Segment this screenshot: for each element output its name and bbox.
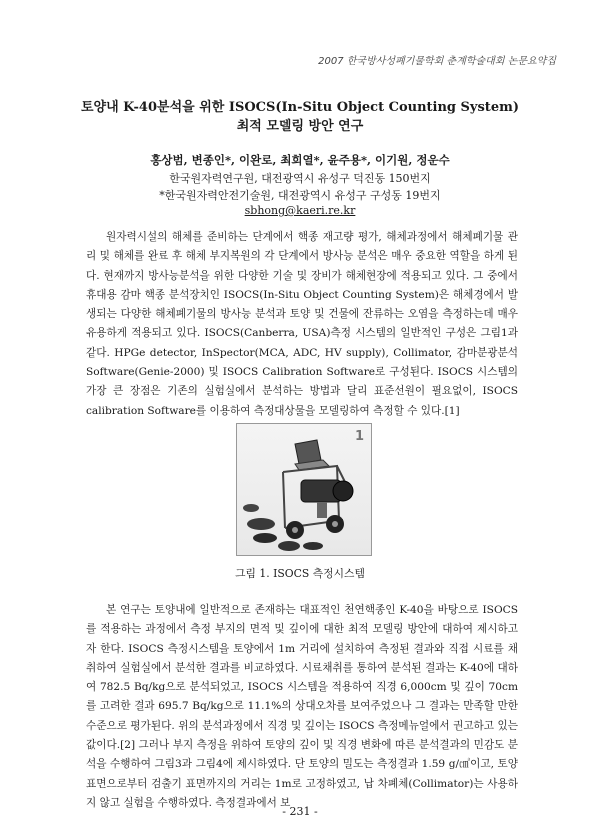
collimator-shape [333, 481, 353, 501]
title-line-1: 토양내 K-40분석을 위한 ISOCS(In-Situ Object Counting System) [80, 100, 519, 115]
affiliation-2: *한국원자력안전기술원, 대전광역시 유성구 구성동 19번지 [159, 189, 441, 202]
body-paragraph-1: 원자력시설의 해체를 준비하는 단계에서 핵종 재고량 평가, 해체과정에서 해체폐기물 관리 및 해체를 완료 후 해체 부지복원의 각 단계에서 방사능 분석은 매우 중요한 역할을 하게 된다. 현재까지 방사능분석을 위한 다양한 기술 및 장비가 해체현장에 적용되고 있다. 그 중에서 휴대용 감마 핵종 분석장치인 ISOCS(In-Situ Object Counting System)은 해체경에서 발생되는 다양한 해체폐기물의 방사능 분석과 토양 및 건물에 잔류하는 오염을 측정하는데 매우 유용하게 적용되고 있다. ISOCS(Canberra, USA)측정 시스템의 일반적인 구성은 그림1과 같다. HPGe detector, InSpector(MCA, ADC, HV supply), Collimator, 감마분광분석 Software(Genie-2000) 및 ISOCS Calibration Software로 구성된다. ISOCS 시스템의 가장 큰 장점은 기존의 실험실에서 분석하는 방법과 달리 표준선원이 필요없이, ISOCS calibration Software를 이용하여 측정대상물을 모델링하여 측정할 수 있다.[1] [86, 231, 518, 417]
shield-ring-3 [278, 541, 300, 551]
title-line-2: 최적 모델링 방안 연구 [236, 119, 364, 134]
shield-ring-5 [243, 504, 259, 512]
wheel-right-hub [332, 521, 338, 527]
email-container [60, 204, 540, 217]
conference-header: 2007 한국방사성폐기물학회 춘계학술대회 논문요약집 [318, 56, 556, 67]
author-email-link[interactable]: sbhong@kaeri.re.kr [244, 204, 356, 217]
affiliation-1: 한국원자력연구원, 대전광역시 유성구 덕진동 150번지 [169, 172, 431, 185]
figure-caption: 그림 1. ISOCS 측정시스템 [235, 567, 365, 580]
isocs-system-photo [236, 423, 372, 556]
body-paragraph-2: 본 연구는 토양내에 일반적으로 존재하는 대표적인 천연핵종인 K-40을 바탕으로 ISOCS를 적용하는 과정에서 측정 부지의 면적 및 깊이에 대한 최적 모델링 방안에 대하여 제시하고자 한다. ISOCS 측정시스템을 토양에서 1m 거리에 설치하여 측정된 결과와 직접 시료를 채취하여 실험실에서 분석한 결과를 비교하였다. 시료채취를 통하여 분석된 결과는 K-40에 대하여 782.5 Bq/kg으로 분석되었고, ISOCS 시스템을 적용하여 직경 6,000cm 및 깊이 70cm를 고려한 결과 695.7 Bq/kg으로 11.1%의 상대오차를 보여주었으나 그 결과는 만족할 만한 수준으로 평가된다. 위의 분석과정에서 직경 및 깊이는 ISOCS 측정메뉴얼에서 권고하고 있는 값이다.[2] 그러나 부지 측정을 위하여 토양의 깊이 및 직경 변화에 따른 분석결과의 민감도 분석을 수행하여 그림3과 그림4에 제시하였다. 단 토양의 밀도는 측정결과 1.59 g/㎤이고, 토양표면으로부터 검출기 표면까지의 거리는 1m로 고정하였고, 납 차폐체(Collimator)는 사용하지 않고 실험을 수행하였다. 측정결과에서 보 [86, 604, 518, 809]
author-list: 홍상범, 변종인*, 이완로, 최희열*, 윤주용*, 이기원, 정운수 [150, 153, 450, 167]
dewar-shape [317, 502, 327, 518]
page-number: - 231 - [282, 805, 318, 818]
shield-ring-1 [247, 518, 275, 530]
paper-title [60, 98, 540, 136]
wheel-left-hub [292, 527, 298, 533]
shield-ring-4 [303, 542, 323, 550]
shield-ring-2 [253, 533, 277, 543]
isocs-equipment-illustration [237, 424, 371, 555]
figure-number-label: 1 [355, 429, 365, 444]
